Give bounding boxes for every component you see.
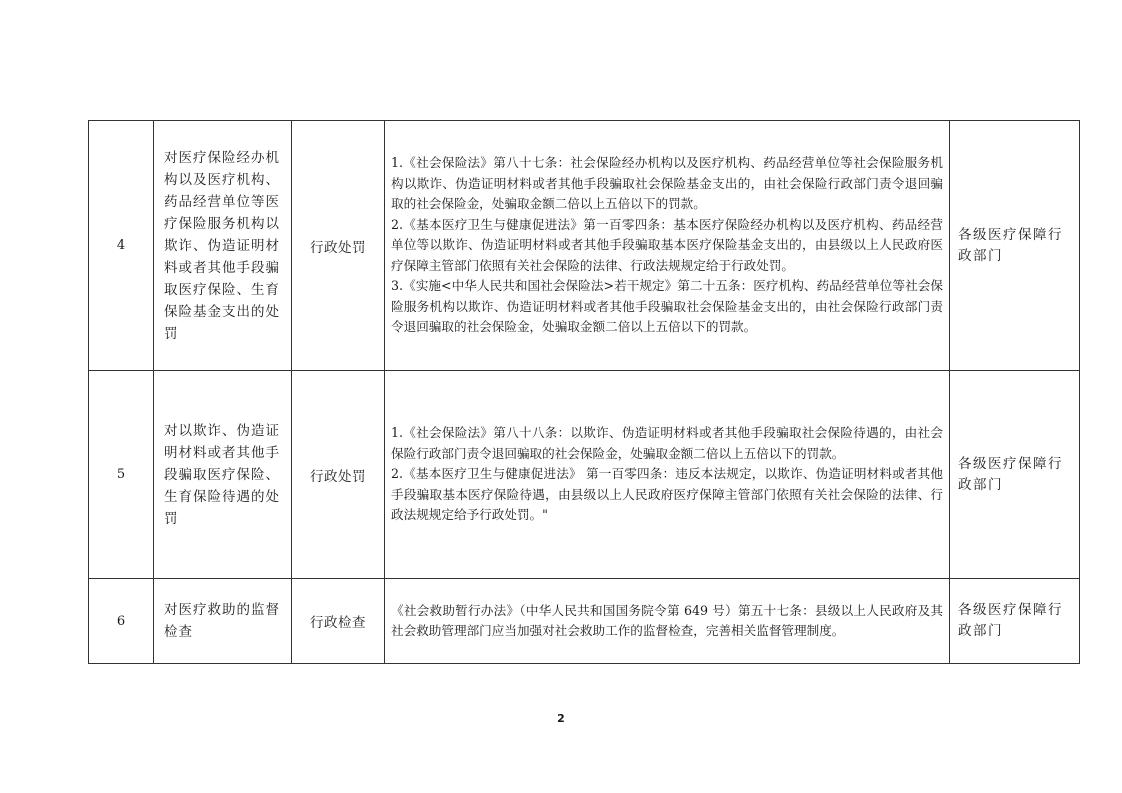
legal-basis	[385, 121, 950, 371]
table-row	[89, 121, 1080, 371]
table-row	[89, 579, 1080, 664]
item-type: 行政处罚	[292, 371, 385, 579]
legal-basis-paragraph: 1.《社会保险法》第八十七条：社会保险经办机构以及医疗机构、药品经营单位等社会保险服务机构以欺诈、伪造证明材料或者其他手段骗取社会保险基金支出的，由社会保险行政部门责令退回骗取的社会保险金，处骗取金额二倍以上五倍以下的罚款。	[391, 155, 943, 212]
page-number: 2	[557, 712, 565, 725]
item-name: 对以欺诈、伪造证明材料或者其他手段骗取医疗保险、生育保险待遇的处罚	[154, 371, 292, 579]
legal-basis-paragraph: 2.《基本医疗卫生与健康促进法》 第一百零四条：违反本法规定，以欺诈、伪造证明材料或者其他手段骗取基本医疗保险待遇，由县级以上人民政府医疗保障主管部门依照有关社会保险的法律、行政法规规定给予行政处罚。"	[391, 466, 943, 523]
provisions-table	[88, 120, 1080, 664]
table-row	[89, 371, 1080, 579]
responsible-department: 各级医疗保障行政部门	[950, 579, 1080, 664]
legal-basis-paragraph: 3.《实施<中华人民共和国社会保险法>若干规定》第二十五条：医疗机构、药品经营单位等社会保险服务机构以欺诈、伪造证明材料或者其他手段骗取社会保险基金支出的，由社会保险行政部门责令退回骗取的社会保险金，处骗取金额二倍以上五倍以下的罚款。	[391, 278, 943, 335]
row-number: 5	[89, 371, 154, 579]
item-type: 行政处罚	[292, 121, 385, 371]
legal-basis-paragraph: 1.《社会保险法》第八十八条：以欺诈、伪造证明材料或者其他手段骗取社会保险待遇的，由社会保险行政部门责令退回骗取的社会保险金，处骗取金额二倍以上五倍以下的罚款。	[391, 425, 943, 461]
row-number: 4	[89, 121, 154, 371]
legal-basis	[385, 371, 950, 579]
item-type: 行政检查	[292, 579, 385, 664]
legal-basis-paragraph: 2.《基本医疗卫生与健康促进法》第一百零四条：基本医疗保险经办机构以及医疗机构、药品经营单位等以欺诈、伪造证明材料或者其他手段骗取基本医疗保险基金支出的，由县级以上人民政府医疗保障主管部门依照有关社会保险的法律、行政法规规定给于行政处罚。	[391, 216, 943, 273]
responsible-department: 各级医疗保障行政部门	[950, 121, 1080, 371]
item-name: 对医疗保险经办机构以及医疗机构、药品经营单位等医疗保险服务机构以欺诈、伪造证明材料或者其他手段骗取医疗保险、生育保险基金支出的处罚	[154, 121, 292, 371]
row-number: 6	[89, 579, 154, 664]
legal-basis	[385, 579, 950, 664]
legal-basis-paragraph: 《社会救助暂行办法》（中华人民共和国国务院令第 649 号）第五十七条：县级以上人民政府及其社会救助管理部门应当加强对社会救助工作的监督检查，完善相关监督管理制度。	[391, 602, 943, 638]
item-name: 对医疗救助的监督检查	[154, 579, 292, 664]
responsible-department: 各级医疗保障行政部门	[950, 371, 1080, 579]
